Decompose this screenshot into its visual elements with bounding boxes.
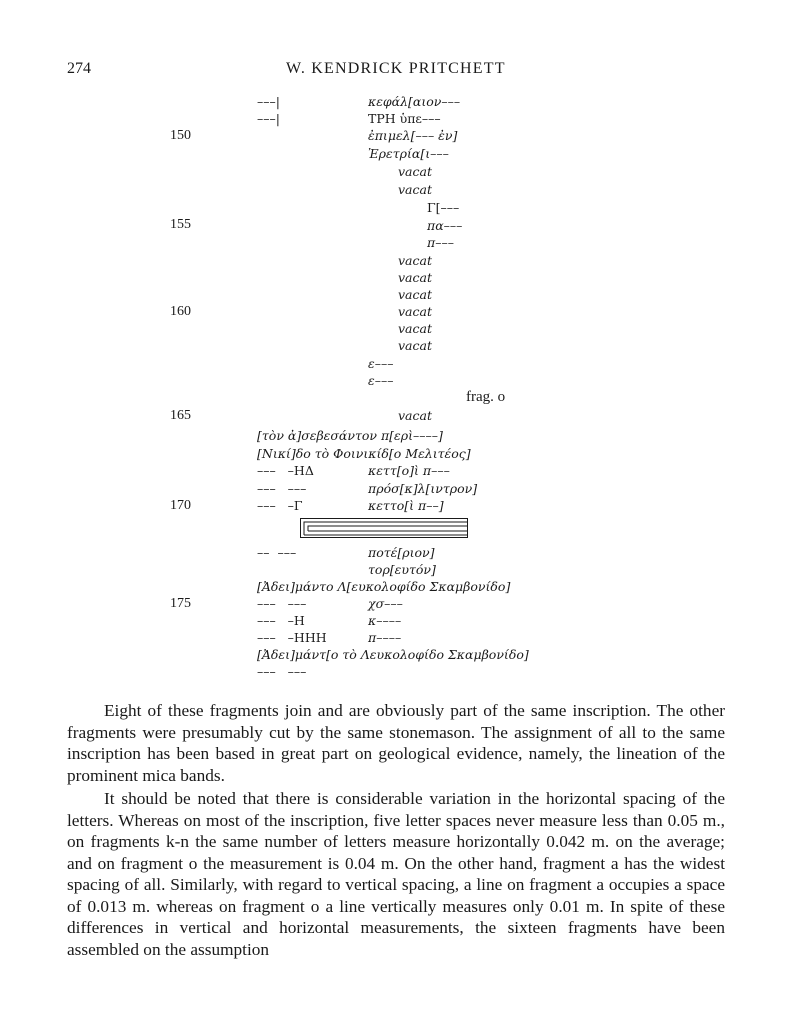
inscription-right: πρόσ[κ]λ[ιντρον]	[368, 481, 478, 496]
inscription-left: –––|	[257, 94, 280, 109]
line-number: 170	[170, 498, 191, 513]
paragraph: Eight of these fragments join and are obviously part of the same inscription. The other fragments were presumably cut by the same stonemason. The assignment of all to the same inscription has been based in great part on geological evidence, namely, the lineation of the prominent mica bands.	[67, 701, 725, 785]
inscription-left: –– –––	[257, 545, 297, 560]
running-head: W. KENDRICK PRITCHETT	[286, 60, 506, 77]
inscription-right: ε–––	[368, 373, 394, 388]
inscription-right: κεττ[ο]ὶ π–––	[368, 463, 450, 478]
inscription-left: ––– –––	[257, 664, 307, 679]
inscription-left: [τὸν ἀ]σεβεσάντον π[ερὶ––––]	[257, 428, 443, 443]
inscription-right: Γ[–––	[427, 200, 460, 215]
inscription-right: κεφάλ[αιον–––	[368, 94, 461, 109]
inscription-right: vacat	[398, 338, 432, 353]
inscription-right: π–––	[427, 235, 454, 250]
line-number: 165	[170, 408, 191, 423]
inscription-right: ε–––	[368, 356, 394, 371]
inscription-right: vacat	[398, 253, 432, 268]
line-number: 175	[170, 596, 191, 611]
inscription-right: τορ[ευτόν]	[368, 562, 436, 577]
inscription-left: [Νικί]δο τὸ Φοινικίδ[ο Μελιτέος]	[257, 446, 471, 461]
inscription-left: ––– –ΗΔ	[257, 463, 314, 478]
inscription-left: ––– –––	[257, 596, 307, 611]
inscription-left: ––– –Γ	[257, 498, 303, 513]
paragraph: It should be noted that there is considerable variation in the horizontal spacing of the letters. Whereas on most of the inscription, five letter spaces never measure less than 0.05 m., on fragments k-n the same number of letters measure horizontally 0.042 m. on the average; and on fragment o the measurement is 0.04 m. On the other hand, fragment a has the widest spacing of all. Similarly, with regard to vertical spacing, a line on fragment a occupies a space of 0.013 m. whereas on fragment o a line vertically measures only 0.01 m. In spite of these differences in vertical and horizontal measurements, the sixteen fragments have been assembled on the assumption	[67, 789, 725, 959]
fragment-label: frag. o	[466, 389, 506, 405]
inscription-left: ––– –Η	[257, 613, 305, 628]
inscription-right: vacat	[398, 164, 432, 179]
inscription-right: χσ–––	[368, 596, 403, 611]
inscription-left: –––|	[257, 111, 280, 126]
inscription-left: [Ἀδει]μάντ[ο τὸ Λευκολοφίδο Σκαμβονίδο]	[257, 647, 529, 662]
inscription-right: ΤΡΗ ὑπε–––	[368, 111, 441, 126]
inscription-left: [Ἀδει]μάντο Λ[ευκολοφίδο Σκαμβονίδο]	[257, 579, 511, 594]
inscription-right: κ––––	[368, 613, 402, 628]
inscription-right: πα–––	[427, 218, 463, 233]
line-number: 160	[170, 304, 191, 319]
inscription-right: vacat	[398, 321, 432, 336]
page-number: 274	[67, 60, 91, 77]
inscription-right: vacat	[398, 408, 432, 423]
inscription-right: vacat	[398, 287, 432, 302]
line-number: 155	[170, 217, 191, 232]
line-number: 150	[170, 128, 191, 143]
molding-icon	[300, 518, 468, 538]
inscription-right: π––––	[368, 630, 402, 645]
inscription-right: vacat	[398, 304, 432, 319]
inscription-right: ἐπιμελ[––– ἐν]	[368, 128, 458, 143]
inscription-right: vacat	[398, 182, 432, 197]
inscription-right: Ἐρετρία[ι–––	[368, 146, 449, 161]
inscription-left: ––– –––	[257, 481, 307, 496]
inscription-right: vacat	[398, 270, 432, 285]
inscription-right: ποτέ[ριον]	[368, 545, 435, 560]
inscription-left: ––– –ΗΗΗ	[257, 630, 327, 645]
inscription-right: κεττο[ὶ π––]	[368, 498, 444, 513]
